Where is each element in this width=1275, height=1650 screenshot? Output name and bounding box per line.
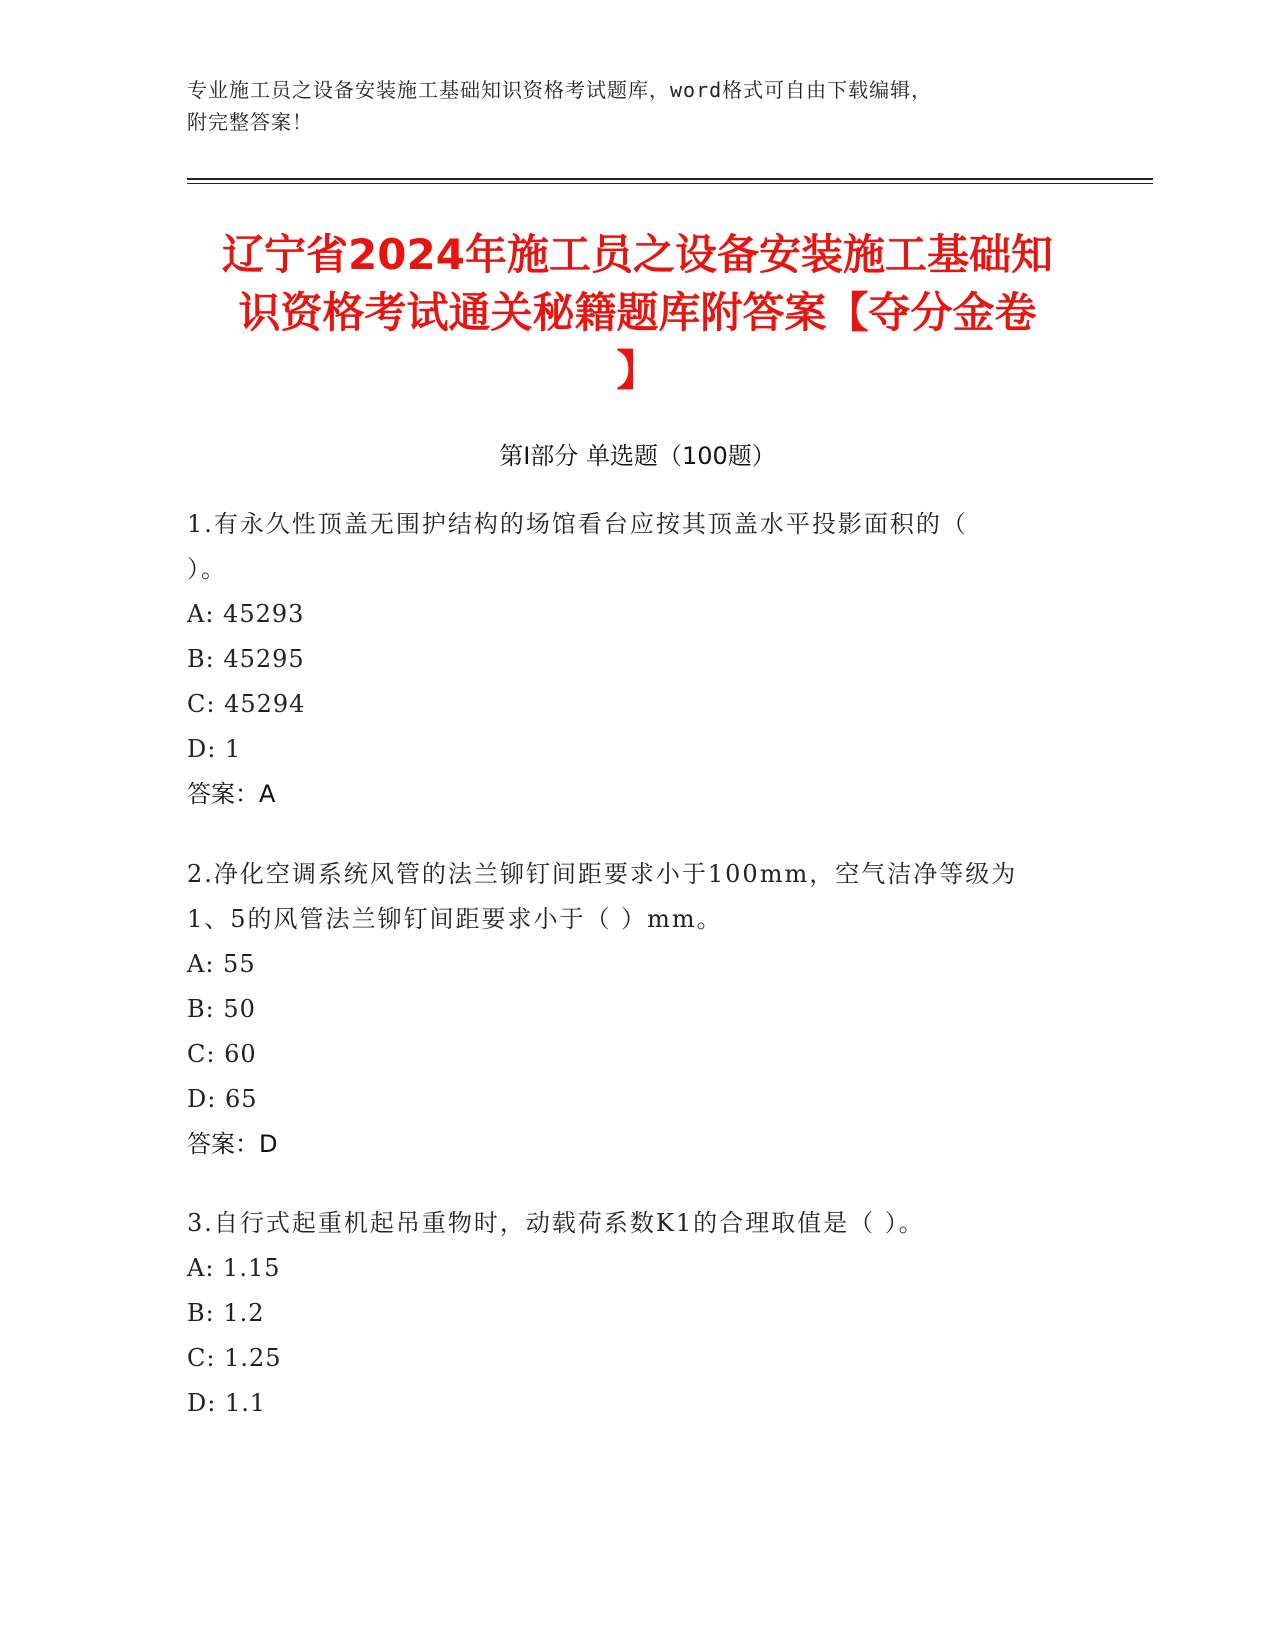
section-heading: 第I部分 单选题（100题） — [499, 442, 776, 470]
option-d: D: 1.1 — [187, 1389, 267, 1417]
header-note-line: 附完整答案！ — [187, 110, 313, 134]
option-b: B: 50 — [187, 995, 256, 1023]
question-stem: 1.有永久性顶盖无围护结构的场馆看台应按其顶盖水平投影面积的（ — [187, 510, 968, 538]
option-b: B: 45295 — [187, 645, 305, 673]
option-c: C: 60 — [187, 1040, 257, 1068]
option-c: C: 1.25 — [187, 1344, 282, 1372]
option-a: A: 55 — [187, 950, 256, 978]
option-d: D: 65 — [187, 1085, 258, 1113]
question-2 — [187, 852, 1087, 1167]
answer-line: 答案：D — [187, 1130, 278, 1158]
option-a: A: 45293 — [187, 600, 305, 628]
option-b: B: 1.2 — [187, 1299, 265, 1327]
header-divider — [187, 178, 1153, 184]
option-d: D: 1 — [187, 735, 242, 763]
title-line: 】 — [616, 346, 659, 395]
option-a: A: 1.15 — [187, 1254, 281, 1282]
title-line: 辽宁省2024年施工员之设备安装施工基础知 — [222, 230, 1053, 279]
question-stem: 1、5的风管法兰铆钉间距要求小于（ ）mm。 — [187, 905, 723, 933]
answer-line: 答案：A — [187, 780, 276, 808]
document-title — [160, 226, 1115, 400]
header-note — [187, 74, 1087, 138]
question-stem: ）。 — [187, 555, 227, 583]
question-stem: 3.自行式起重机起吊重物时，动载荷系数K1的合理取值是（ ）。 — [187, 1209, 925, 1237]
question-stem: 2.净化空调系统风管的法兰铆钉间距要求小于100mm，空气洁净等级为 — [187, 860, 1018, 888]
question-1 — [187, 502, 1087, 817]
title-line: 识资格考试通关秘籍题库附答案【夺分金卷 — [238, 288, 1037, 337]
question-3 — [187, 1201, 1087, 1426]
option-c: C: 45294 — [187, 690, 306, 718]
header-note-line: 专业施工员之设备安装施工基础知识资格考试题库，word格式可自由下载编辑， — [187, 78, 933, 102]
